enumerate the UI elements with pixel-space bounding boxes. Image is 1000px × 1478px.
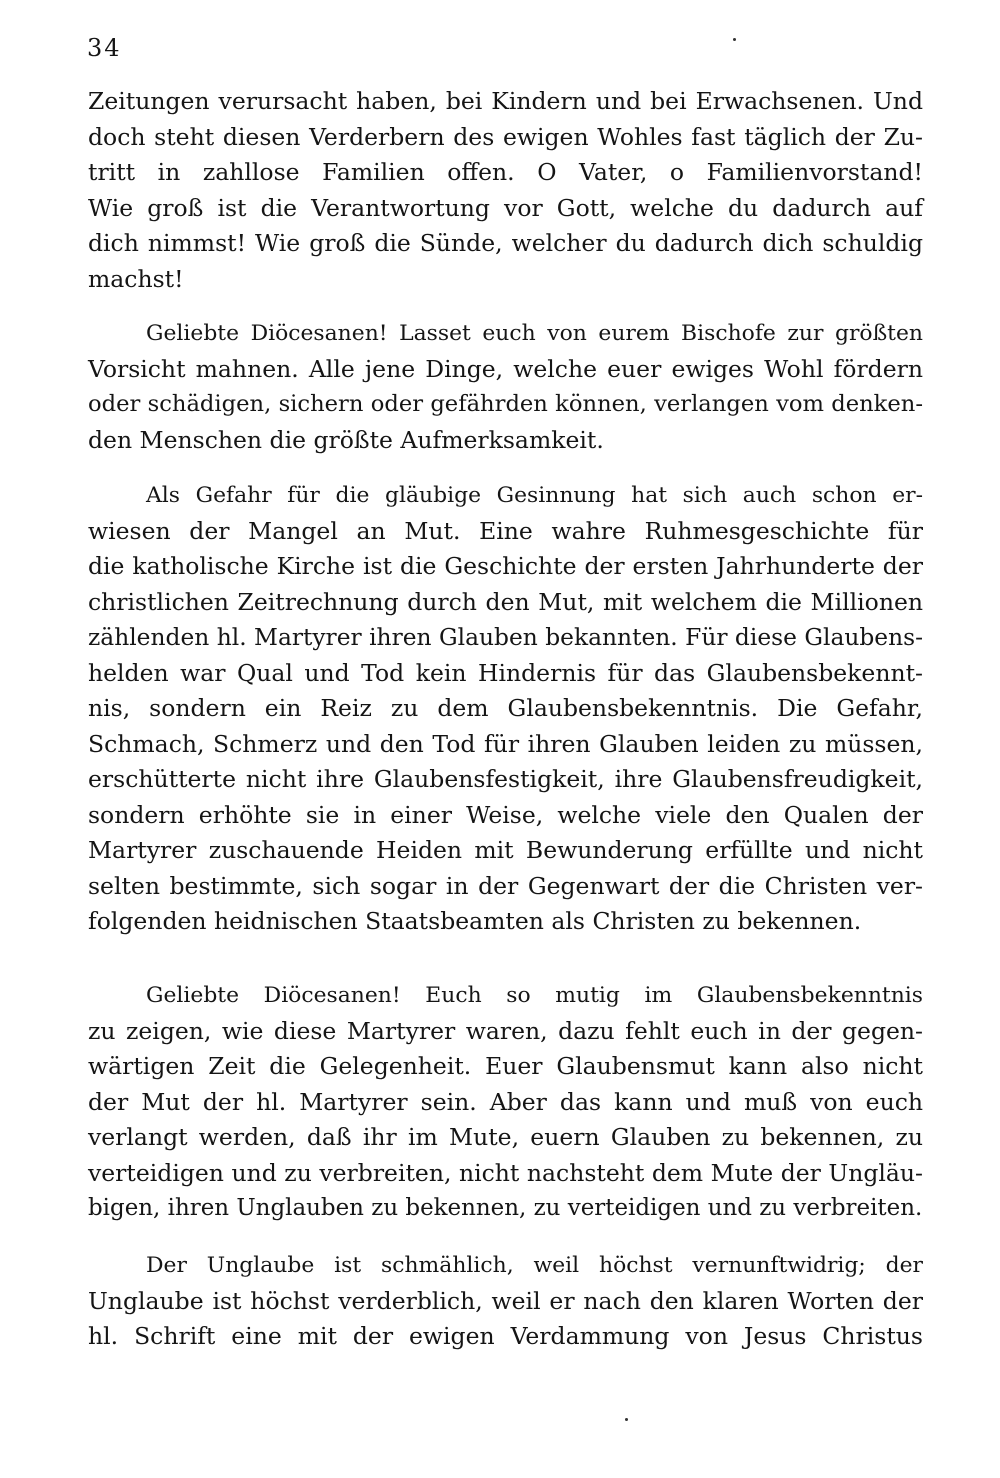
text-line: dich nimmst! Wie groß die Sünde, welcher du dadurch dich schuldig [88, 229, 923, 257]
text-line: wiesen der Mangel an Mut. Eine wahre Ruhmesgeschichte für [88, 516, 923, 545]
text-line: zu zeigen, wie diese Martyrer waren, dazu fehlt euch in der gegen- [88, 1016, 923, 1045]
text-line: tritt in zahllose Familien offen. O Vater, o Familienvorstand! [88, 158, 923, 186]
text-line: christlichen Zeitrechnung durch den Mut, mit welchem die Millionen [88, 587, 923, 616]
text-line: doch steht diesen Verderbern des ewigen Wohles fast täglich der Zu- [88, 122, 923, 151]
text-line: die katholische Kirche ist die Geschichte der ersten Jahrhunderte der [88, 552, 923, 580]
text-line: den Menschen die größte Aufmerksamkeit. [88, 425, 604, 454]
paragraph-2 [88, 316, 923, 458]
text-line: selten bestimmte, sich sogar in der Gegenwart der die Christen ver- [88, 871, 923, 900]
text-line: machst! [88, 264, 184, 293]
text-line: Als Gefahr für die gläubige Gesinnung hat sich auch schon er- [146, 483, 923, 508]
text-line: Geliebte Diöcesanen! Euch so mutig im Glaubensbekenntnis [146, 983, 923, 1008]
text-line: oder schädigen, sichern oder gefährden können, verlangen vom denken- [88, 391, 923, 417]
text-line: Unglaube ist höchst verderblich, weil er nach den klaren Worten der [88, 1286, 923, 1315]
paragraph-1 [88, 84, 923, 297]
speck-top [733, 38, 736, 41]
text-line: nis, sondern ein Reiz zu dem Glaubensbekenntnis. Die Gefahr, [88, 694, 923, 722]
page-number: 34 [87, 34, 122, 62]
text-line: Wie groß ist die Verantwortung vor Gott, welche du dadurch auf [88, 193, 923, 222]
paragraph-5 [88, 1248, 923, 1355]
text-line: sondern erhöhte sie in einer Weise, welche viele den Qualen der [88, 800, 923, 829]
text-line: bigen, ihren Unglauben zu bekennen, zu verteidigen und zu verbreiten. [88, 1195, 923, 1221]
text-line: folgenden heidnischen Staatsbeamten als Christen zu bekennen. [88, 907, 862, 935]
text-line: helden war Qual und Tod kein Hindernis für das Glaubensbekennt- [88, 658, 923, 687]
speck-bottom [625, 1418, 628, 1421]
text-line: wärtigen Zeit die Gelegenheit. Euer Glaubensmut kann also nicht [88, 1052, 923, 1080]
text-line: Der Unglaube ist schmählich, weil höchst vernunftwidrig; der [146, 1253, 923, 1278]
text-line: zählenden hl. Martyrer ihren Glauben bekannten. Für diese Glaubens- [88, 623, 923, 651]
paragraph-4 [88, 978, 923, 1227]
text-line: Martyrer zuschauende Heiden mit Bewunderung erfüllte und nicht [88, 836, 923, 864]
text-line: Geliebte Diöcesanen! Lasset euch von eurem Bischofe zur größten [146, 321, 923, 346]
text-line: Schmach, Schmerz und den Tod für ihren Glauben leiden zu müssen, [88, 729, 923, 758]
text-line: hl. Schrift eine mit der ewigen Verdammung von Jesus Christus [88, 1322, 923, 1350]
paragraph-3 [88, 478, 923, 940]
text-line: verteidigen und zu verbreiten, nicht nachsteht dem Mute der Ungläu- [88, 1158, 923, 1187]
text-line: der Mut der hl. Martyrer sein. Aber das kann und muß von euch [88, 1087, 923, 1116]
text-line: verlangt werden, daß ihr im Mute, euern Glauben zu bekennen, zu [88, 1123, 923, 1151]
text-line: erschütterte nicht ihre Glaubensfestigkeit, ihre Glaubensfreudigkeit, [88, 765, 923, 793]
text-line: Vorsicht mahnen. Alle jene Dinge, welche euer ewiges Wohl fördern [88, 354, 923, 383]
text-line: Zeitungen verursacht haben, bei Kindern und bei Erwachsenen. Und [88, 87, 923, 115]
